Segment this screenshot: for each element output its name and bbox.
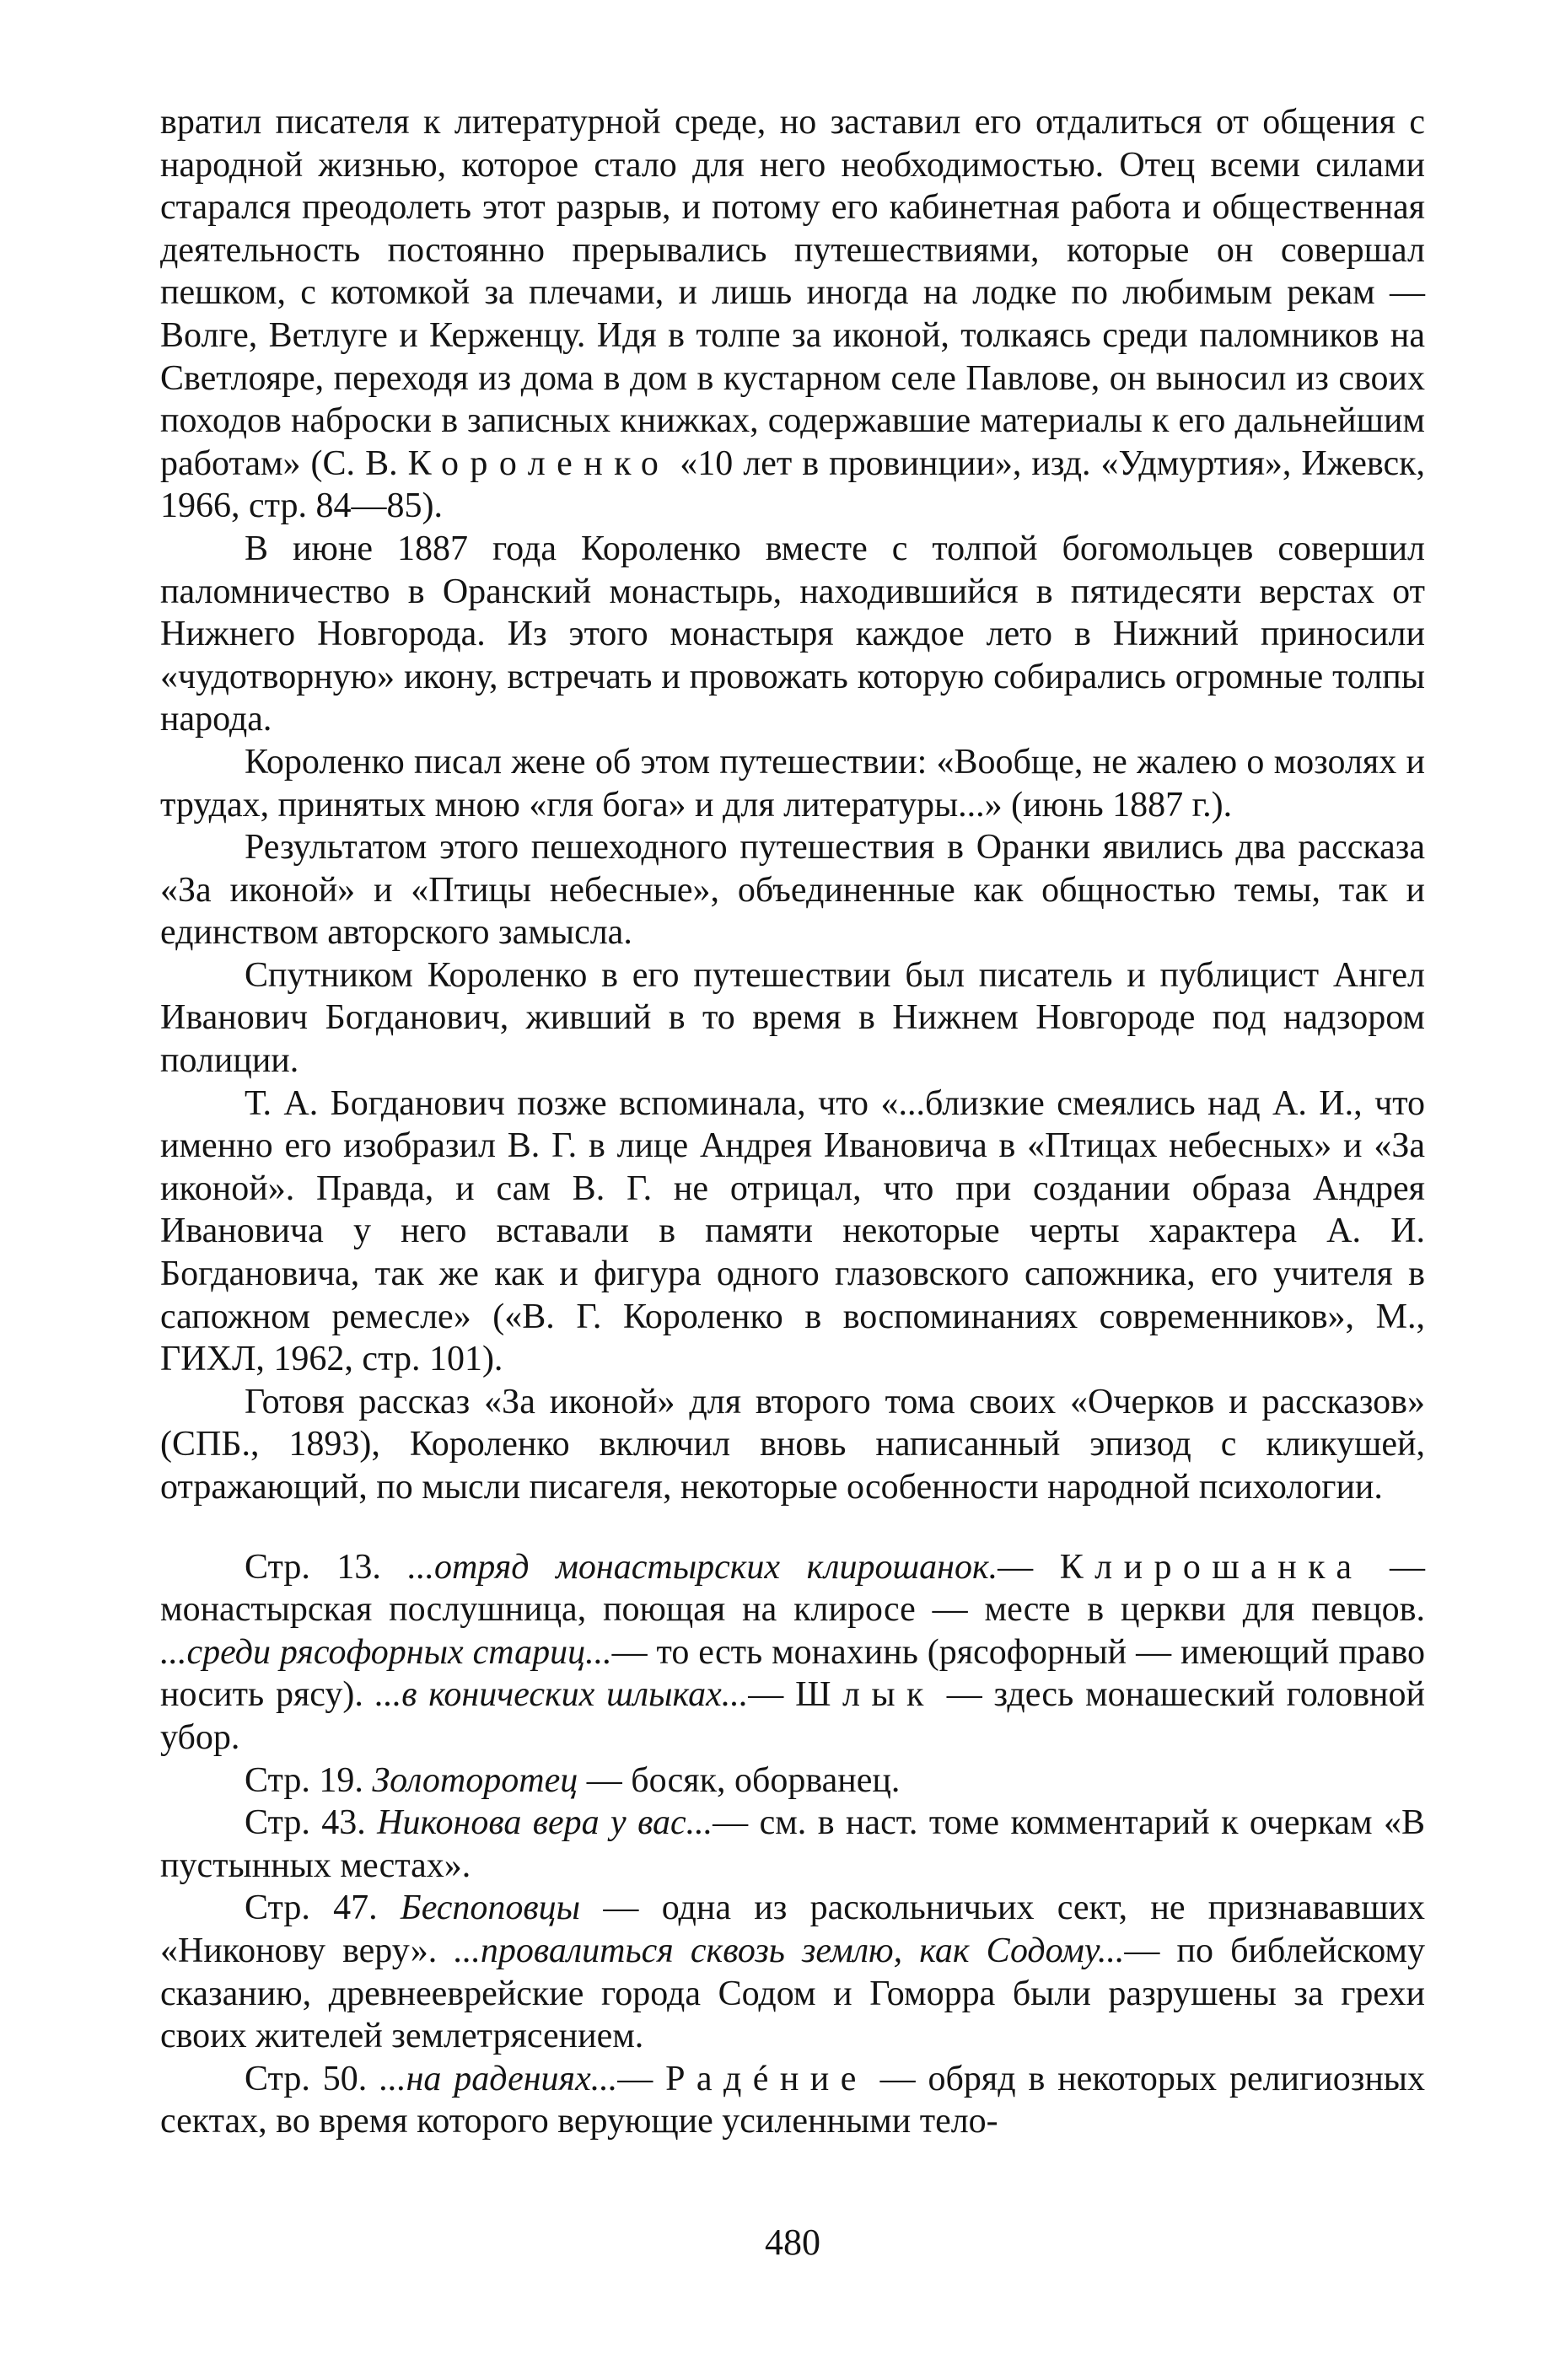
italic-term: ...в конических шлыках...	[374, 1675, 749, 1715]
text-segment: Стр. 47.	[245, 1888, 401, 1928]
text-segment: — монастырская послушница, поющая на клиросе — месте в церкви для певцов.	[160, 1547, 1426, 1630]
italic-term: ...среди рясофорных стариц...	[160, 1632, 612, 1672]
note-paragraph	[160, 1802, 1425, 1887]
text-segment: — одна из раскольничьих сект, не признававших «Никонову веру».	[160, 1888, 1426, 1970]
italic-term: ...отряд монастырских клирошанок.	[407, 1547, 998, 1587]
italic-term: ...провалиться сквозь землю, как Содому...	[454, 1931, 1125, 1970]
spaced-term: Короленко	[407, 443, 670, 483]
text-segment: — здесь монашеский головной убор.	[160, 1675, 1426, 1757]
spaced-term: Клирошанка	[1059, 1547, 1363, 1587]
text-segment: Стр. 43.	[245, 1803, 378, 1843]
text-segment: В июне 1887 года Короленко вместе с толпой богомольцев совершил паломничество в Оранский монастырь, находившийся в пятидесяти верстах от Нижнего Новгорода. Из этого монастыря каждое лето в Нижний приносили «чудотворную» икону, встречать и провожать которую собирались огромные толпы народа.	[160, 529, 1425, 739]
italic-term: Золоторотец	[372, 1760, 578, 1800]
text-segment: Т. А. Богданович позже вспоминала, что «...близкие смеялись над А. И., что именно его изобразил В. Г. в лице Андрея Ивановича в «Птицах небесных» и «За иконой». Правда, и сам В. Г. не отрицал, что при создании образа Андрея Ивановича у него вставали в памяти некоторые черты характера А. И. Богдановича, так же как и фигура одного глазовского сапожника, его учителя в сапожном ремесле» («В. Г. Короленко в воспоминаниях современников», М., ГИХЛ, 1962, стр. 101).	[160, 1083, 1425, 1379]
body-paragraph	[160, 954, 1425, 1083]
text-segment: Стр. 19.	[245, 1760, 373, 1800]
italic-term: ...на радениях...	[379, 2059, 618, 2098]
text-segment: Короленко писал жене об этом путешествии: «Вообще, не жалею о мозолях и трудах, принятых мною «гля бога» и для литературы...» (июнь 1887 г.).	[160, 742, 1425, 825]
note-paragraph	[160, 2058, 1425, 2143]
italic-term: Никонова вера у вас...	[377, 1803, 713, 1843]
text-segment: — босяк, оборванец.	[578, 1760, 901, 1800]
text-segment: Спутником Короленко в его путешествии был писатель и публицист Ангел Иванович Богданович, живший в то время в Нижнем Новгороде под надзором полиции.	[160, 955, 1425, 1081]
text-segment: Готовя рассказ «За иконой» для второго тома своих «Очерков и рассказов» (СПБ., 1893), Короленко включил вновь написанный эпизод с кликушей, отражающий, по мысли писагеля, некоторые особенности народной психологии.	[160, 1382, 1425, 1507]
page-body-text	[160, 101, 1425, 2143]
text-segment: —	[998, 1547, 1060, 1587]
spaced-term: Шлык	[795, 1675, 935, 1715]
text-segment: —	[617, 2059, 666, 2098]
text-segment: «10 лет в провинции», изд. «Удмуртия», Ижевск, 1966, стр. 84—85).	[160, 443, 1426, 526]
book-page	[160, 101, 1425, 2327]
text-segment: — по библейскому сказанию, древнееврейские города Содом и Гоморра были разрушены за грехи своих жителей землетрясением.	[160, 1931, 1426, 2056]
body-paragraph	[160, 1083, 1425, 1381]
spaced-term: Радéние	[665, 2059, 868, 2098]
text-segment: — обряд в некоторых религиозных сектах, во время которого верующие усиленными тело-	[160, 2059, 1426, 2141]
text-segment: Результатом этого пешеходного путешествия в Оранки явились два рассказа «За иконой» и «Птицы небесные», объединенные как общностью темы, так и единством авторского замысла.	[160, 828, 1425, 953]
text-segment: вратил писателя к литературной среде, но заставил его отдалиться от общения с народной жизнью, которое стало для него необходимостью. Отец всеми силами старался преодолеть этот разрыв, и потому его кабинетная работа и общественная деятельность постоянно прерывались путешествиями, которые он совершал пешком, с котомкой за плечами, и лишь иногда на лодке по любимым рекам — Волге, Ветлуге и Керженцу. Идя в толпе за иконой, толкаясь среди паломников на Светлояре, переходя из дома в дом в кустарном селе Павлове, он выносил из своих походов наброски в записных книжках, содержавшие материалы к его дальнейшим работам» (С. В.	[160, 103, 1425, 483]
text-segment: — см. в наст. томе комментарий к очеркам «В пустынных местах».	[160, 1803, 1425, 1885]
note-paragraph	[160, 1759, 1425, 1802]
italic-term: Беспоповцы	[400, 1888, 581, 1928]
body-paragraph	[160, 528, 1425, 741]
body-paragraph	[160, 741, 1425, 826]
text-segment: Стр. 13.	[245, 1547, 408, 1587]
page-number: 480	[765, 2222, 820, 2263]
text-segment: Стр. 50.	[245, 2059, 380, 2098]
body-paragraph	[160, 1381, 1425, 1509]
note-paragraph	[160, 1887, 1425, 2057]
text-segment: —	[748, 1675, 796, 1715]
note-paragraph	[160, 1546, 1425, 1759]
text-segment: — то есть монахинь (рясофорный — имеющий право носить рясу).	[160, 1632, 1425, 1715]
body-paragraph	[160, 101, 1425, 528]
body-paragraph	[160, 826, 1425, 954]
